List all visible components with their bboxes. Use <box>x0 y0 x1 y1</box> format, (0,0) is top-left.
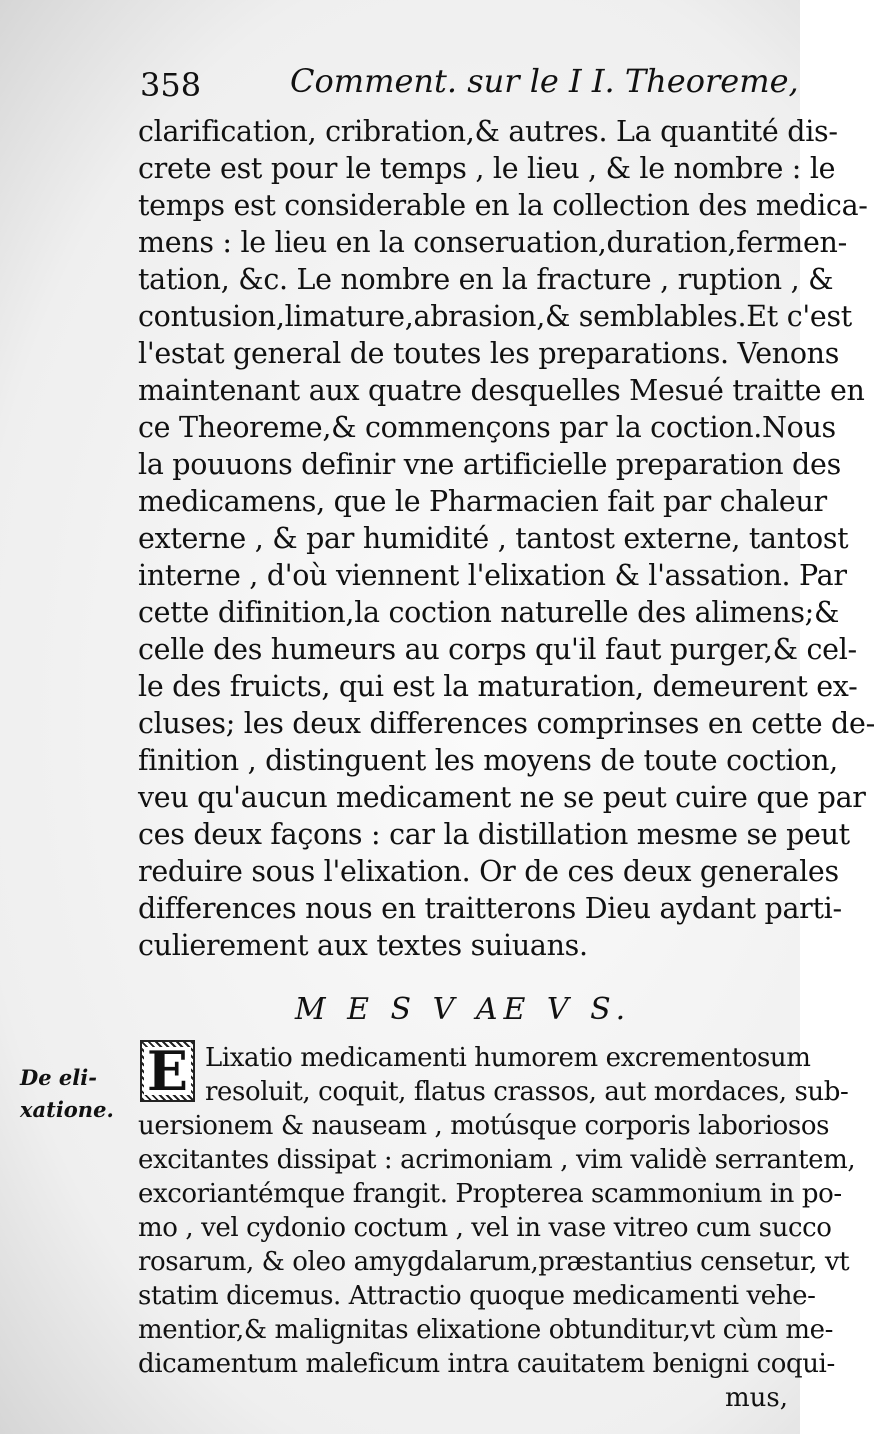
section-heading: M E S V AE V S. <box>294 992 632 1027</box>
text-line: mo , vel cydonio coctum , vel in vase vitreo cum succo <box>138 1213 832 1243</box>
text-line: contusion,limature,abrasion,& semblables.Et c'est <box>138 300 852 333</box>
text-line: maintenant aux quatre desquelles Mesué traitte en <box>138 374 865 407</box>
text-line: mentior,& malignitas elixatione obtunditur,vt cùm me- <box>138 1315 833 1345</box>
text-line: interne , d'où viennent l'elixation & l'assation. Par <box>138 559 847 592</box>
text-line: dicamentum maleficum intra cauitatem benigni coqui- <box>138 1349 835 1379</box>
text-line: reduire sous l'elixation. Or de ces deux generales <box>138 855 839 888</box>
text-line: clarification, cribration,& autres. La quantité dis- <box>138 115 838 148</box>
text-line: temps est considerable en la collection des medica- <box>138 189 868 222</box>
text-line: finition , distinguent les moyens de toute coction, <box>138 744 838 777</box>
text-line: ce Theoreme,& commençons par la coction.Nous <box>138 411 836 444</box>
text-line: l'estat general de toutes les preparations. Venons <box>138 337 840 370</box>
margin-note: De eli- xatione. <box>20 1065 114 1122</box>
text-line: mens : le lieu en la conseruation,duration,fermen- <box>138 226 847 259</box>
text-line: excitantes dissipat : acrimoniam , vim validè serrantem, <box>138 1145 856 1175</box>
text-line: externe , & par humidité , tantost externe, tantost <box>138 522 849 555</box>
decorated-initial <box>140 1040 195 1102</box>
text-line: crete est pour le temps , le lieu , & le nombre : le <box>138 152 836 185</box>
text-line: rosarum, & oleo amygdalarum,præstantius censetur, vt <box>138 1247 850 1277</box>
running-header <box>140 62 799 108</box>
text-line: le des fruicts, qui est la maturation, demeurent ex- <box>138 670 858 703</box>
initial-letter: E <box>144 1047 191 1095</box>
text-line: Lixatio medicamenti humorem excrementosum <box>205 1043 811 1073</box>
text-line: tation, &c. Le nombre en la fracture , ruption , & <box>138 263 834 296</box>
text-line: ces deux façons : car la distillation mesme se peut <box>138 818 850 851</box>
text-line: veu qu'aucun medicament ne se peut cuire que par <box>138 781 866 814</box>
running-title: Comment. sur le I I. Theoreme, <box>290 62 799 100</box>
page-number: 358 <box>140 66 202 104</box>
text-line: excoriantémque frangit. Propterea scammonium in po- <box>138 1179 842 1209</box>
catchword: mus, <box>724 1383 788 1413</box>
text-line: differences nous en traitterons Dieu aydant parti- <box>138 892 842 925</box>
text-line: cette difinition,la coction naturelle des alimens;& <box>138 596 840 629</box>
text-line: la pouuons definir vne artificielle preparation des <box>138 448 841 481</box>
text-line: resoluit, coquit, flatus crassos, aut mordaces, sub- <box>205 1077 849 1107</box>
text-line: uersionem & nauseam , motúsque corporis laboriosos <box>138 1111 830 1141</box>
text-line: medicamens, que le Pharmacien fait par chaleur <box>138 485 827 518</box>
text-line: statim dicemus. Attractio quoque medicamenti vehe- <box>138 1281 816 1311</box>
text-line: culierement aux textes suiuans. <box>138 929 588 962</box>
text-line: celle des humeurs au corps qu'il faut purger,& cel- <box>138 633 857 666</box>
text-line: cluses; les deux differences comprinses en cette de- <box>138 707 875 740</box>
